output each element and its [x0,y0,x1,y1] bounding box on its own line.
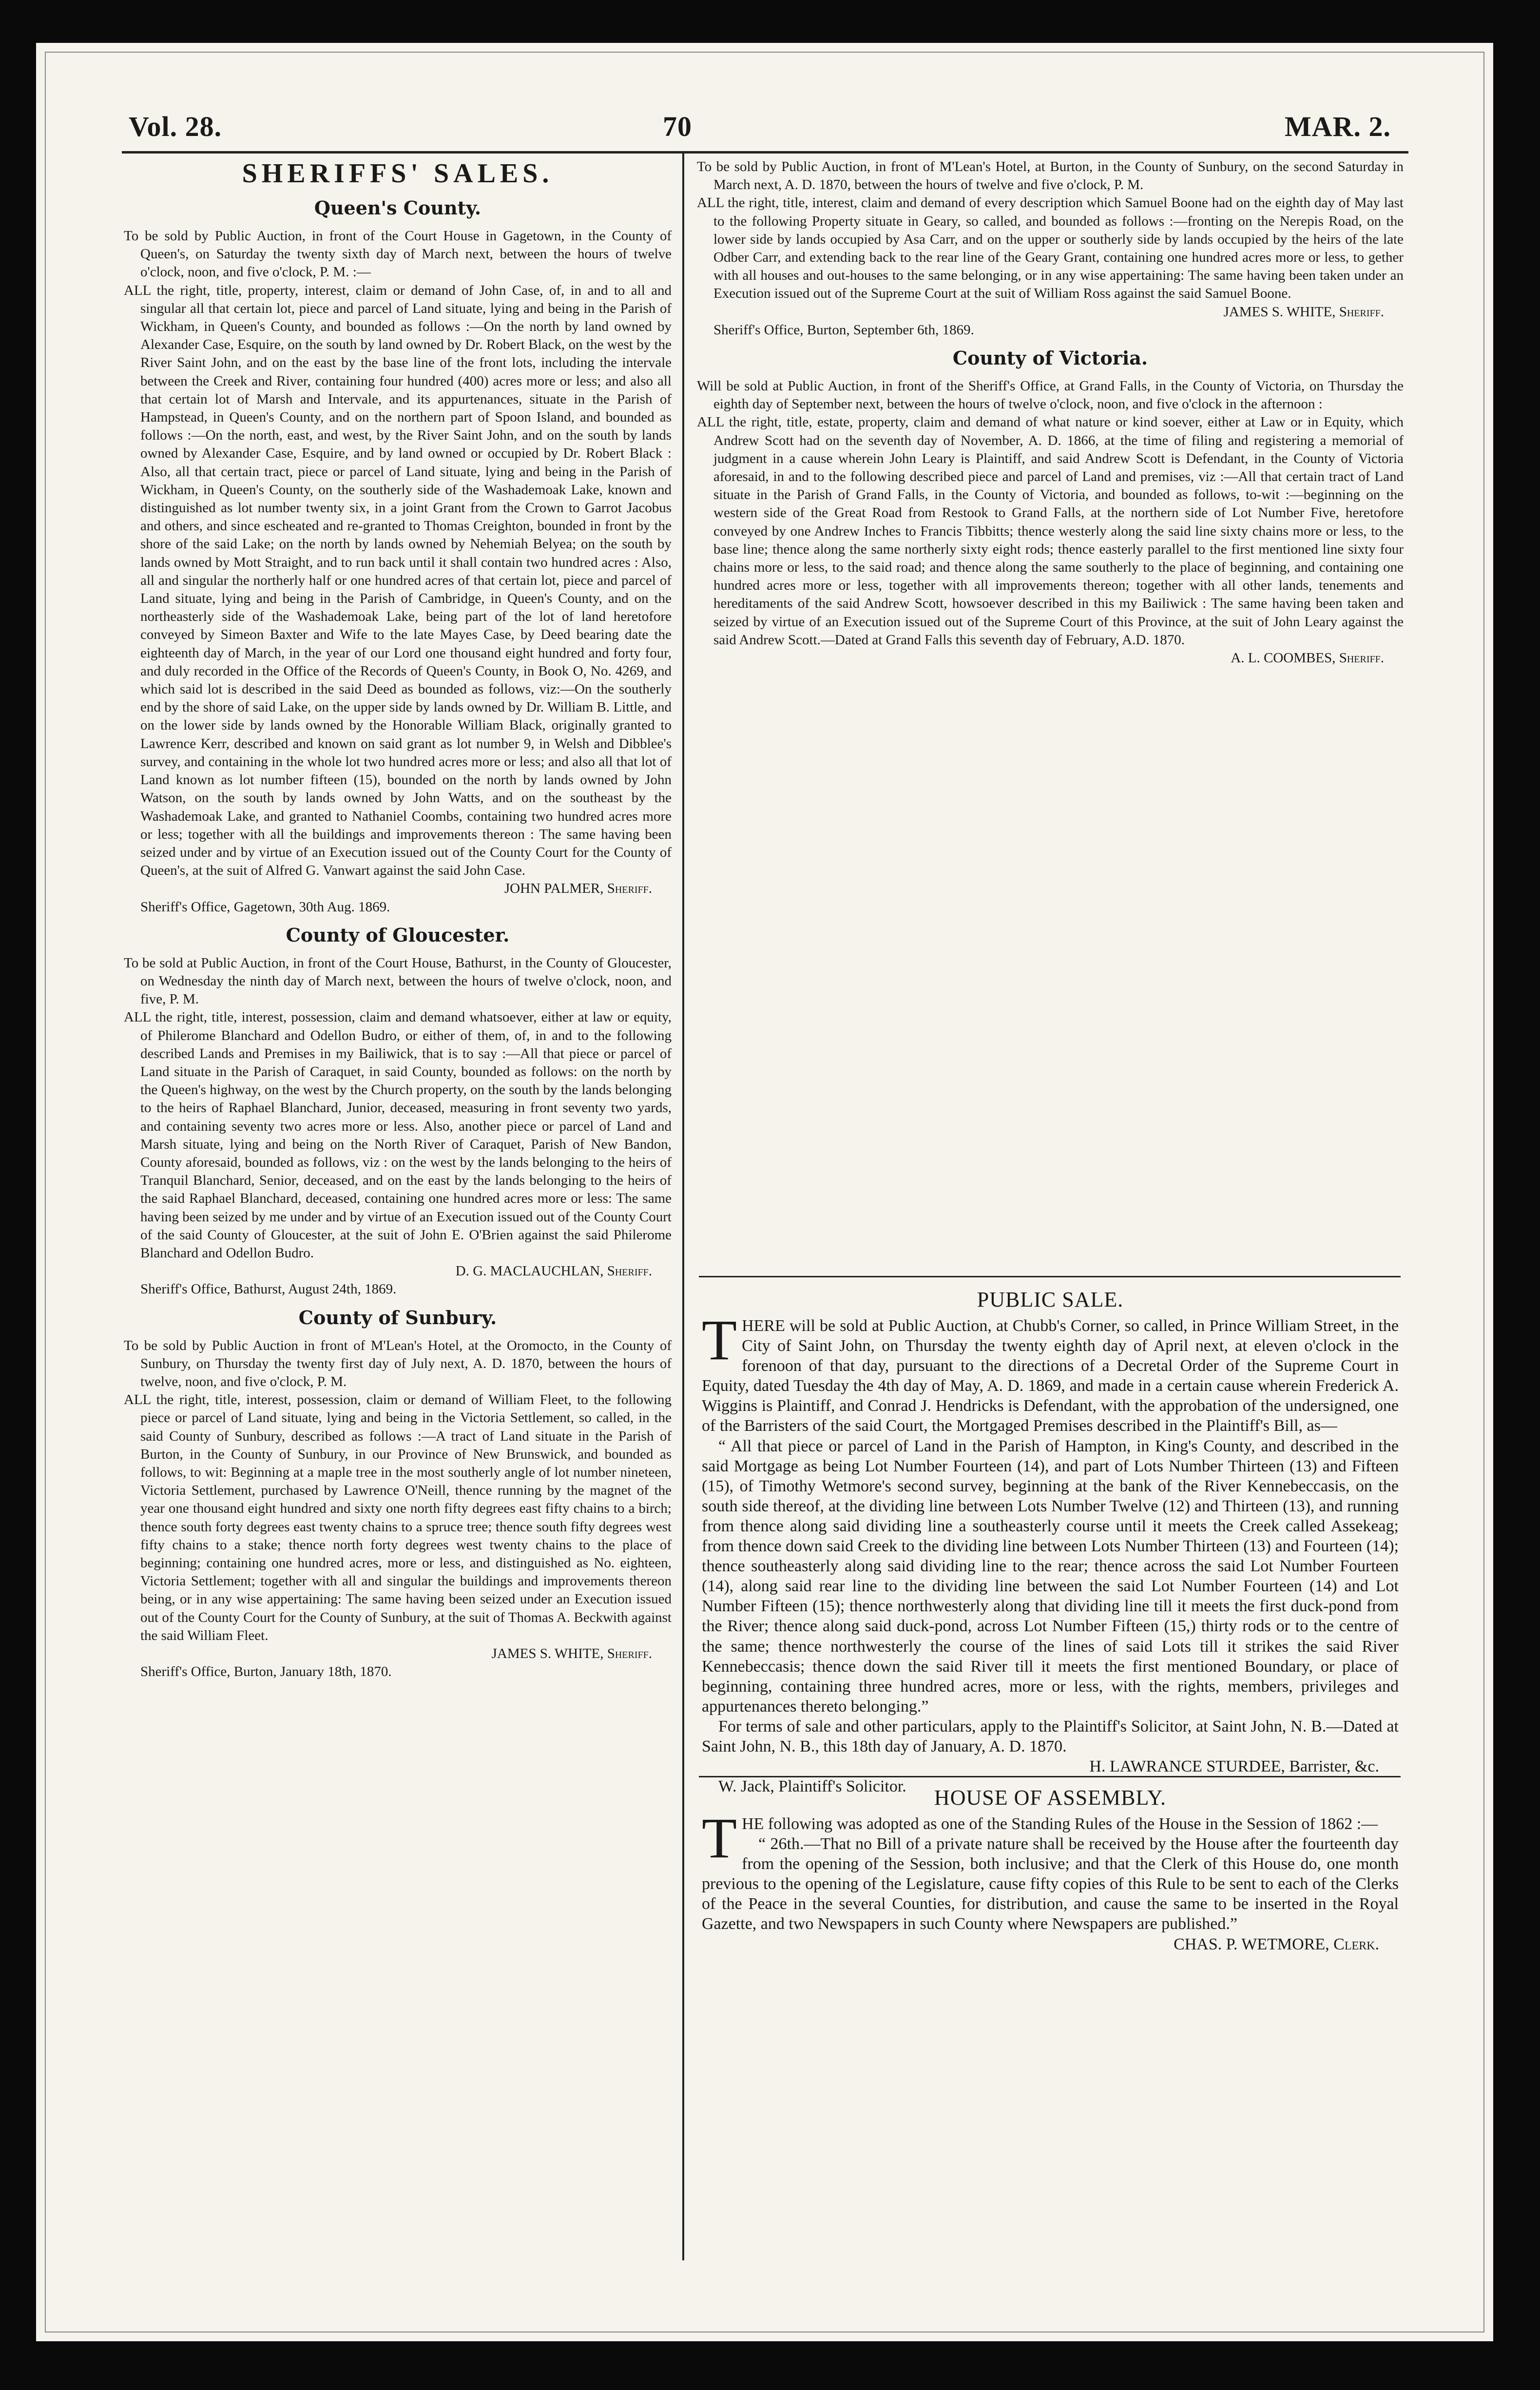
page-number: 70 [663,111,692,142]
gloucester-notice-body: ALL the right, title, interest, possession, claim and demand whatsoever, either at law or equity, of Philerome Blanchard and Odellon Budro, or either of them, of, in and to the following described Lands and Premises in my Bailiwick, that is to say :—All that piece or parcel of Land situate in the Parish of Caraquet, in said County, bounded as follows: on the north by the Queen's highway, on the west by the Church property, on the south by the lands belonging to the heirs of Raphael Blanchard, Junior, deceased, measuring in front seventy two yards, and containing seventy two acres more or less. Also, another piece or parcel of Land and Marsh situate, lying and being on the North River of Caraquet, Parish of New Bandon, County aforesaid, bounded as follows, viz : on the west by the lands belonging to the heirs of Tranquil Blanchard, Senior, deceased, and on the east by the lands belonging to the heirs of the said Raphael Blanchard, deceased, containing one hundred acres more or less: The same having been seized by me under and by virtue of an Execution issued out of the County Court of the said County of Gloucester, at the suit of John E. O'Brien against the said Philerome Blanchard and Odellon Budro. [124,1009,672,1261]
left-column [124,158,672,1681]
gloucester-sheriff-signature: D. G. MACLAUCHLAN, Sheriff. [455,1263,652,1279]
queens-sheriff-office: Sheriff's Office, Gagetown, 30th Aug. 1869. [140,899,390,915]
victoria-notice-intro: Will be sold at Public Auction, in front of the Sheriff's Office, at Grand Falls, in the County of Victoria, on Thursday the eighth day of September next, between the hours of twelve o'clock, noon, and five o'clock in the afternoon : [697,378,1404,412]
queens-sheriff-signature: JOHN PALMER, Sheriff. [504,881,652,897]
victoria-sheriff-signature: A. L. COOMBES, Sheriff. [1231,650,1384,666]
sunbury2-sheriff-office: Sheriff's Office, Burton, September 6th, 1869. [713,322,974,338]
gloucester-county-heading: County of Gloucester. [286,924,510,946]
victoria-notice-body: ALL the right, title, estate, property, claim and demand of what nature or kind soever, either at Law or in Equity, which Andrew Scott had on the seventh day of November, A. D. 1866, at the time of filing and registering a memorial of judgment in a cause wherein John Leary is Plaintiff, and said Andrew Scott is Defendant, in the County of Victoria aforesaid, in and to the following described piece and parcel of Land and premises, viz :—All that certain tract of Land situate in the Parish of Grand Falls, in the County of Victoria, and bounded as follows, to-wit :—beginning on the western side of the Great Road from Restook to Grand Falls, at the northern side of Lot Number Five, heretofore conveyed by one Andrew Inches to Francis Tibbitts; thence westerly along the said line sixty chains more or less, to the base line; thence along the same northerly sixty eight rods; thence easterly parallel to the first mentioned line sixty four chains more or less, to the said road; and thence along the same southerly to the place of beginning, and containing one hundred acres more or less, together with all improvements thereon; together with all other lands, tenements and hereditaments of the said Andrew Scott, howsoever described in this my Bailiwick : The same having been taken and seized by virtue of an Execution issued out of the Supreme Court of this Province, at the suit of John Leary against the said Andrew Scott.—Dated at Grand Falls this seventh day of February, A.D. 1870. [697,414,1404,648]
public-sale-section [702,1284,1399,1796]
assembly-intro-text: HE following was adopted as one of the Standing Rules of the House in the Session of 1862 :— [742,1815,1378,1833]
issue-date: MAR. 2. [1284,111,1391,142]
sunbury2-notice-body: ALL the right, title, interest, claim and demand of every description which Samuel Boone had on the eighth day of May last to the following Property situate in Geary, so called, and bounded as follows :—fronting on the Nerepis Road, on the lower side by lands occupied by Asa Carr, and on the upper or southerly side by lands occupied by the heirs of the late Odber Carr, and extending back to the rear line of the Geary Grant, containing one hundred acres more or less, to gether with all houses and out-houses to the same belonging, or in any wise appertaining: The same having been taken under an Execution issued out of the Supreme Court at the suit of William Ross against the said Samuel Boone. [697,195,1404,302]
gloucester-sheriff-office: Sheriff's Office, Bathurst, August 24th, 1869. [140,1281,397,1297]
queens-county-heading: Queen's County. [314,197,481,219]
public-sale-intro [702,1308,1399,1436]
public-sale-heading: PUBLIC SALE. [977,1288,1124,1311]
sunbury2-sheriff-signature: JAMES S. WHITE, Sheriff. [1223,304,1384,320]
public-sale-solicitor: W. Jack, Plaintiff's Solicitor. [718,1777,906,1796]
house-of-assembly-section [702,1782,1399,1954]
assembly-rule-text: “ 26th.—That no Bill of a private nature shall be received by the House after the fourteenth day from the opening of the Session, both inclusive; and that the Clerk of this House do, one month previous to the opening of the Legislature, cause fifty copies of this Rule to be sent to each of the Clerks of the Peace in the several Counties, for distribution, and cause the same to be inserted in the Royal Gazette, and two Newspapers in such County where Newspapers are published.” [702,1835,1399,1933]
public-sale-terms: For terms of sale and other particulars, apply to the Plaintiff's Solicitor, at Saint John, N. B.—Dated at Saint John, N. B., this 18th day of January, A. D. 1870. [702,1717,1399,1755]
queens-notice-intro: To be sold by Public Auction, in front of the Court House in Gagetown, in the County of Queen's, on Saturday the twenty sixth day of March next, between the hours of twelve o'clock, noon, and five o'clock, P. M. :— [124,228,672,280]
column-rule [682,153,684,2260]
header-rule [122,151,1408,154]
house-of-assembly-heading: HOUSE OF ASSEMBLY. [934,1786,1167,1810]
sunbury-notice-body: ALL the right, title, interest, possession, claim or demand of William Fleet, to the following piece or parcel of Land situate, lying and being in the Victoria Settlement, so called, in the said County of Sunbury, described as follows :—A tract of Land situate in the Parish of Burton, in the County of Sunbury, in our Province of New Brunswick, and bounded as follows, to wit: Beginning at a maple tree in the most southerly angle of lot number nineteen, Victoria Settlement, purchased by Lawrence O'Neill, thence running by the magnet of the year one thousand eight hundred and sixty one north fifty degrees east fifty chains to a birch; thence south forty degrees east twenty chains to a spruce tree; thence south fifty degrees west fifty chains to a stake; thence north forty degrees west twenty chains to the place of beginning; containing one hundred acres, more or less, and distinguished as No. eighteen, Victoria Settlement; together with all and singular the buildings and improvements thereon being, or in any wise appertaining: The same having been seized under an Execution issued out of the County Court for the County of Sunbury, at the suit of Thomas A. Beckwith against the said William Fleet. [124,1392,672,1643]
gloucester-notice-intro: To be sold at Public Auction, in front of the Court House, Bathurst, in the County of Gloucester, on Wednesday the ninth day of March next, between the hours of twelve o'clock, noon, and five, P. M. [124,955,672,1007]
assembly-intro [702,1806,1399,1870]
sunbury-sheriff-office: Sheriff's Office, Burton, January 18th, 1870. [140,1664,392,1680]
public-sale-description: “ All that piece or parcel of Land in the Parish of Hampton, in King's County, and described in the said Mortgage as being Lot Number Fourteen (14), and part of Lots Number Thirteen (13) and Fifteen (15), of Timothy Wetmore's second survey, beginning at the bank of the River Kennebeccasis, on the south side thereof, at the dividing line between Lots Number Twelve (12) and Thirteen (13), and running from thence along said dividing line a southeasterly course until it meets the Creek called Assekeag; from thence down said Creek to the dividing line between Lots Number Thirteen (13) and Fourteen (14); thence southeasterly along said dividing line to the rear; thence across the said Lot Number Fourteen (14), along said rear line to the dividing line between the said Lot Number Fourteen (14) and Lot Number Fifteen (15); thence northwesterly along that dividing line till it meets the first duck-pond from the River; thence along said duck-pond, across Lot Number Fifteen (15,) thirty rods or to the centre of the same; thence northwesterly the course of the lines of said Lots till it strikes the said River Kennebeccasis; thence down the said River till it meets the first mentioned Boundary, or place of beginning, containing three hundred acres, more or less, with the rights, members, privileges and appurtenances thereto belonging.” [702,1437,1399,1715]
volume-number: Vol. 28. [129,111,222,142]
assembly-dropcap: T [702,1806,737,1870]
section-rule-public-sale [699,1276,1401,1277]
sheriffs-sales-title: SHERIFFS' SALES. [242,158,554,189]
queens-notice-body: ALL the right, title, property, interest, claim or demand of John Case, of, in and to all and singular all that certain lot, piece and parcel of Land situate, lying and being in the Parish of Wickham, in Queen's County, and bounded as follows :—On the north by land owned by Alexander Case, Esquire, on the south by land owned by Dr. Robert Black, on the west by the River Saint John, and on the east by the base line of the front lots, including the intervale between the Creek and River, containing four hundred (400) acres more or less; and also all that certain lot of Marsh and Intervale, and its appurtenances, situate in the Parish of Hampstead, in Queen's County, and on the northern part of Spoon Island, and bounded as follows :—On the north, east, and west, by the River Saint John, and on the south by lands owned by Alexander Case, Esquire, and by land owned or occupied by Dr. Robert Black : Also, all that certain tract, piece or parcel of Land situate, lying and being in the Parish of Wickham, in Queen's County, on the southerly side of the Washademoak Lake, known and distinguished as lot number twenty six, in a joint Grant from the Crown to Garrot Jacobus and others, and since escheated and re-granted to Thomas Creighton, bounded in front by the shore of the said Lake; on the north by lands owned by Nehemiah Belyea; on the south by lands owned by Mott Straight, and to run back until it shall contain two hundred acres : Also, all and singular the northerly half or one hundred acres of that certain lot, piece and parcel of Land situate, lying and being in the Parish of Cambridge, in Queen's County, and on the northeasterly side of the Washademoak Lake, being part of the lot of land heretofore conveyed by Simeon Baxter and Wife to the late Mayes Case, by Deed bearing date the eighteenth day of March, in the year of our Lord one thousand eight hundred and forty four, and duly recorded in the Office of the Records of Queen's County, in Book O, No. 4269, and which said lot is described in the said Deed as bounded as follows, viz:—On the southerly end by the shore of said Lake, on the upper side by lands owned by Dr. William B. Little, and on the lower side by lands owned by the Honorable William Black, originally granted to Lawrence Kerr, described and known on said grant as lot number 9, in Welsh and Dibblee's survey, and containing in the whole lot two hundred acres more or less; and also all that lot of Land known as lot number fifteen (15), bounded on the north by lands owned by John Watson, on the south by lands owned by John Watts, and on the southeast by the Washademoak Lake, and granted to Nathaniel Coombs, containing two hundred acres more or less; together with all the buildings and improvements thereon : The same having been seized under and by virtue of an Execution issued out of the County Court for the County of Queen's, at the suit of Alfred G. Vanwart against the said John Case. [124,282,672,879]
assembly-clerk-signature: CHAS. P. WETMORE, Clerk. [1174,1935,1379,1953]
newspaper-page [36,43,1493,2341]
sunbury-sheriff-signature: JAMES S. WHITE, Sheriff. [491,1646,652,1662]
sunbury2-notice-intro: To be sold by Public Auction, in front of M'Lean's Hotel, at Burton, in the County of Sunbury, on the second Saturday in March next, A. D. 1870, between the hours of twelve and five o'clock, P. M. [697,159,1404,193]
victoria-county-heading: County of Victoria. [952,347,1148,369]
public-sale-dropcap: T [702,1308,737,1372]
public-sale-barrister-signature: H. LAWRANCE STURDEE, Barrister, &c. [1089,1757,1379,1776]
sunbury-county-heading: County of Sunbury. [298,1306,497,1329]
right-column [697,158,1404,667]
public-sale-intro-text: HERE will be sold at Public Auction, at Chubb's Corner, so called, in Prince William Street, in the City of Saint John, on Thursday the twenty eighth day of April next, at eleven o'clock in the forenoon of that day, pursuant to the directions of a Decretal Order of the Supreme Court in Equity, dated Tuesday the 4th day of May, A. D. 1869, and made in a certain cause wherein Frederick A. Wiggins is Plaintiff, and Conrad J. Hendricks is Defendant, with the approbation of the undersigned, one of the Barristers of the said Court, the Mortgaged Premises described in the Plaintiff's Bill, as— [702,1317,1399,1435]
sunbury-notice-intro: To be sold by Public Auction in front of M'Lean's Hotel, at the Oromocto, in the County of Sunbury, on Thursday the twenty first day of July next, A. D. 1870, between the hours of twelve, noon, and five o'clock, P. M. [124,1337,672,1389]
